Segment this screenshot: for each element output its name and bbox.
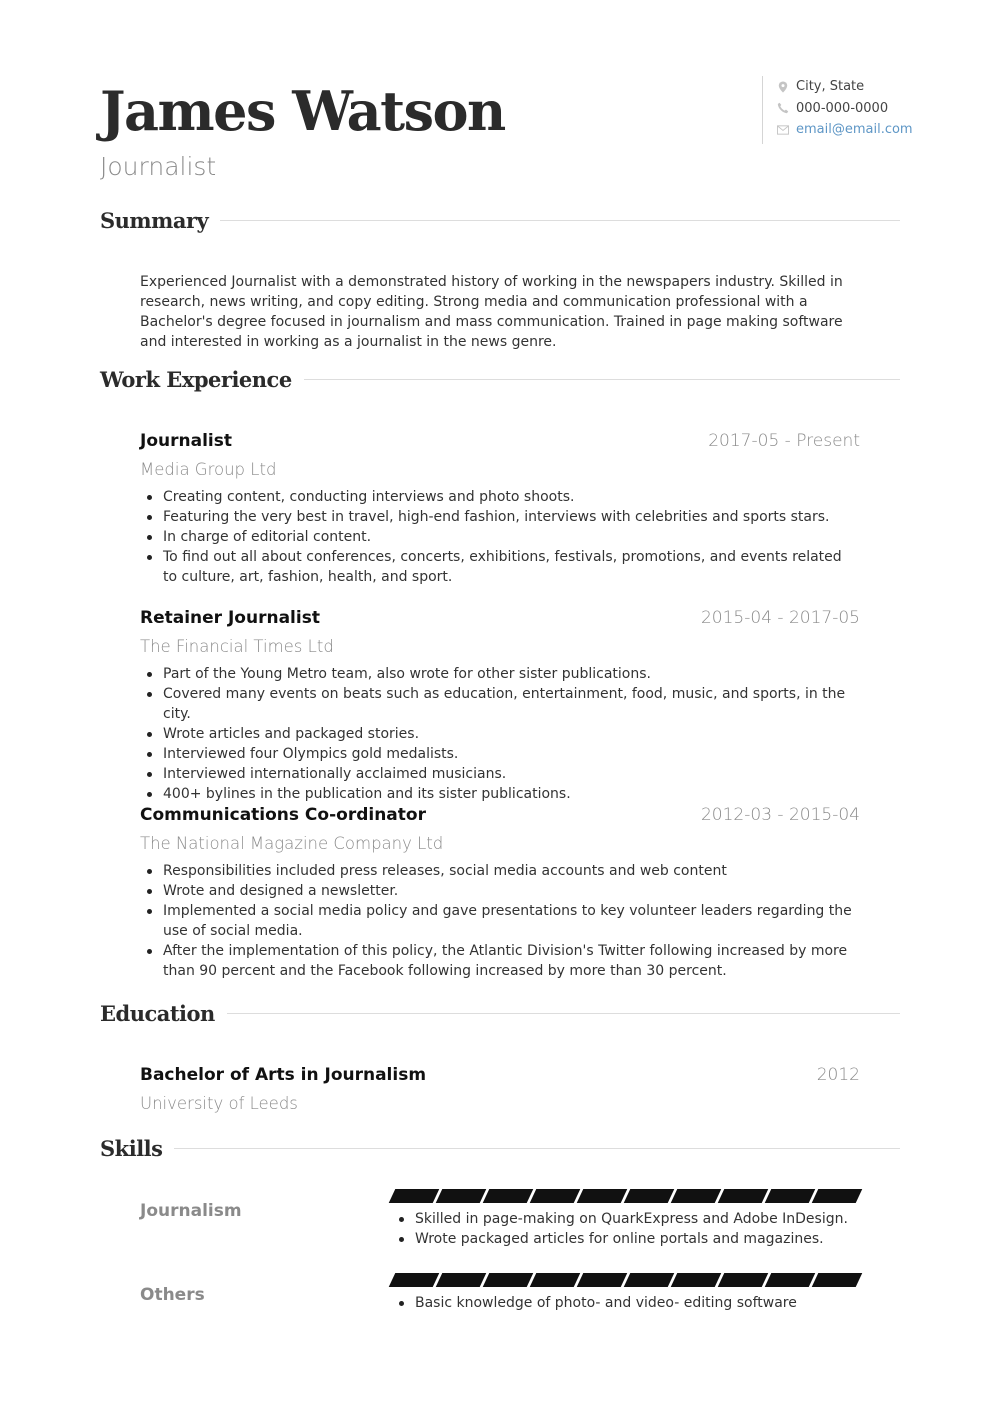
contact-email-link[interactable]: email@email.com — [796, 122, 913, 138]
skill-name: Others — [140, 1285, 205, 1305]
skill-level-segment — [765, 1273, 816, 1287]
list-item: In charge of editorial content. — [140, 527, 860, 547]
list-item: Responsibilities included press releases, social media accounts and web content — [140, 861, 860, 881]
candidate-name: James Watson — [100, 79, 505, 143]
list-item: Part of the Young Metro team, also wrote for other sister publications. — [140, 664, 860, 684]
skill-level-segment — [718, 1273, 769, 1287]
skill-level-segment — [530, 1189, 581, 1203]
contact-location — [777, 76, 922, 98]
list-item: Wrote packaged articles for online portals and magazines. — [392, 1229, 862, 1249]
envelope-icon — [777, 124, 789, 136]
list-item: Skilled in page-making on QuarkExpress and Adobe InDesign. — [392, 1209, 862, 1229]
company-name: The Financial Times Ltd — [140, 637, 334, 656]
summary-text: Experienced Journalist with a demonstrated history of working in the newspapers industry. Skilled in research, news writing, and copy editing. Strong media and communication professional with a Bachelor's degree focused in journalism and mass communication. Trained in page making software and interested in working as a journalist in the news genre. — [140, 274, 843, 350]
list-item: Implemented a social media policy and gave presentations to key volunteer leaders regarding the use of social media. — [140, 901, 860, 941]
skill-level-segment — [812, 1273, 863, 1287]
contact-location-text: City, State — [796, 79, 865, 95]
list-item: Covered many events on beats such as education, entertainment, food, music, and sports, in the city. — [140, 684, 860, 724]
contact-phone-text: 000-000-0000 — [796, 100, 889, 116]
skill-level-segment — [483, 1189, 534, 1203]
list-item: Wrote and designed a newsletter. — [140, 881, 860, 901]
section-title: Skills — [100, 1136, 163, 1161]
skill-level-segment — [436, 1273, 487, 1287]
section-divider — [304, 379, 900, 380]
skill-level-segment — [483, 1273, 534, 1287]
list-item: Interviewed internationally acclaimed musicians. — [140, 764, 860, 784]
skills-section-heading — [100, 1136, 900, 1161]
skill-level-segment — [671, 1189, 722, 1203]
phone-icon — [777, 102, 789, 114]
candidate-role: Journalist — [100, 152, 217, 181]
location-pin-icon — [777, 81, 789, 93]
education-section-heading — [100, 1001, 900, 1026]
skill-name: Journalism — [140, 1201, 242, 1221]
contact-phone — [777, 98, 922, 120]
education-entry — [140, 1065, 860, 1115]
list-item: Creating content, conducting interviews and photo shoots. — [140, 487, 860, 507]
skill-bullets — [392, 1209, 862, 1249]
section-divider — [174, 1148, 900, 1149]
work-entry — [140, 431, 860, 587]
work-section-heading — [100, 367, 900, 392]
list-item: To find out all about conferences, concerts, exhibitions, festivals, promotions, and events related to culture, art, fashion, health, and sport. — [140, 547, 860, 587]
list-item: Featuring the very best in travel, high-end fashion, interviews with celebrities and sports stars. — [140, 507, 860, 527]
company-name: The National Magazine Company Ltd — [140, 834, 444, 853]
section-title: Work Experience — [100, 367, 292, 392]
job-dates: 2012-03 - 2015-04 — [700, 805, 860, 825]
job-bullets — [140, 861, 860, 981]
list-item: Interviewed four Olympics gold medalists. — [140, 744, 860, 764]
job-dates: 2017-05 - Present — [708, 431, 860, 451]
list-item: After the implementation of this policy, the Atlantic Division's Twitter following increased by more than 90 percent and the Facebook following increased by more than 30 percent. — [140, 941, 860, 981]
degree-title: Bachelor of Arts in Journalism — [140, 1065, 427, 1085]
skill-level-segment — [436, 1189, 487, 1203]
job-title: Journalist — [140, 431, 232, 451]
skill-level-segment — [718, 1189, 769, 1203]
section-title: Summary — [100, 208, 209, 233]
contact-email[interactable] — [777, 119, 922, 141]
list-item: Wrote articles and packaged stories. — [140, 724, 860, 744]
skill-bullets — [392, 1293, 862, 1313]
section-title: Education — [100, 1001, 215, 1026]
job-bullets — [140, 664, 860, 804]
skill-level-segment — [671, 1273, 722, 1287]
graduation-year: 2012 — [816, 1065, 860, 1085]
job-dates: 2015-04 - 2017-05 — [700, 608, 860, 628]
skill-level-segment — [530, 1273, 581, 1287]
skill-level-segment — [389, 1189, 440, 1203]
summary-section-heading — [100, 208, 900, 233]
school-name: University of Leeds — [140, 1094, 298, 1113]
skill-level-segment — [765, 1189, 816, 1203]
skill-level-bar — [392, 1273, 862, 1287]
skill-level-segment — [812, 1189, 863, 1203]
section-divider — [220, 220, 900, 221]
job-title: Retainer Journalist — [140, 608, 320, 628]
skill-level-segment — [577, 1189, 628, 1203]
skill-level-segment — [624, 1189, 675, 1203]
work-entry — [140, 805, 860, 981]
section-divider — [227, 1013, 900, 1014]
skill-level-segment — [389, 1273, 440, 1287]
skill-level-segment — [624, 1273, 675, 1287]
work-entry — [140, 608, 860, 804]
list-item: 400+ bylines in the publication and its sister publications. — [140, 784, 860, 804]
job-bullets — [140, 487, 860, 587]
skill-level-bar — [392, 1189, 862, 1203]
contact-block — [762, 76, 922, 144]
list-item: Basic knowledge of photo- and video- editing software — [392, 1293, 862, 1313]
company-name: Media Group Ltd — [140, 460, 277, 479]
job-title: Communications Co-ordinator — [140, 805, 426, 825]
skill-level-segment — [577, 1273, 628, 1287]
